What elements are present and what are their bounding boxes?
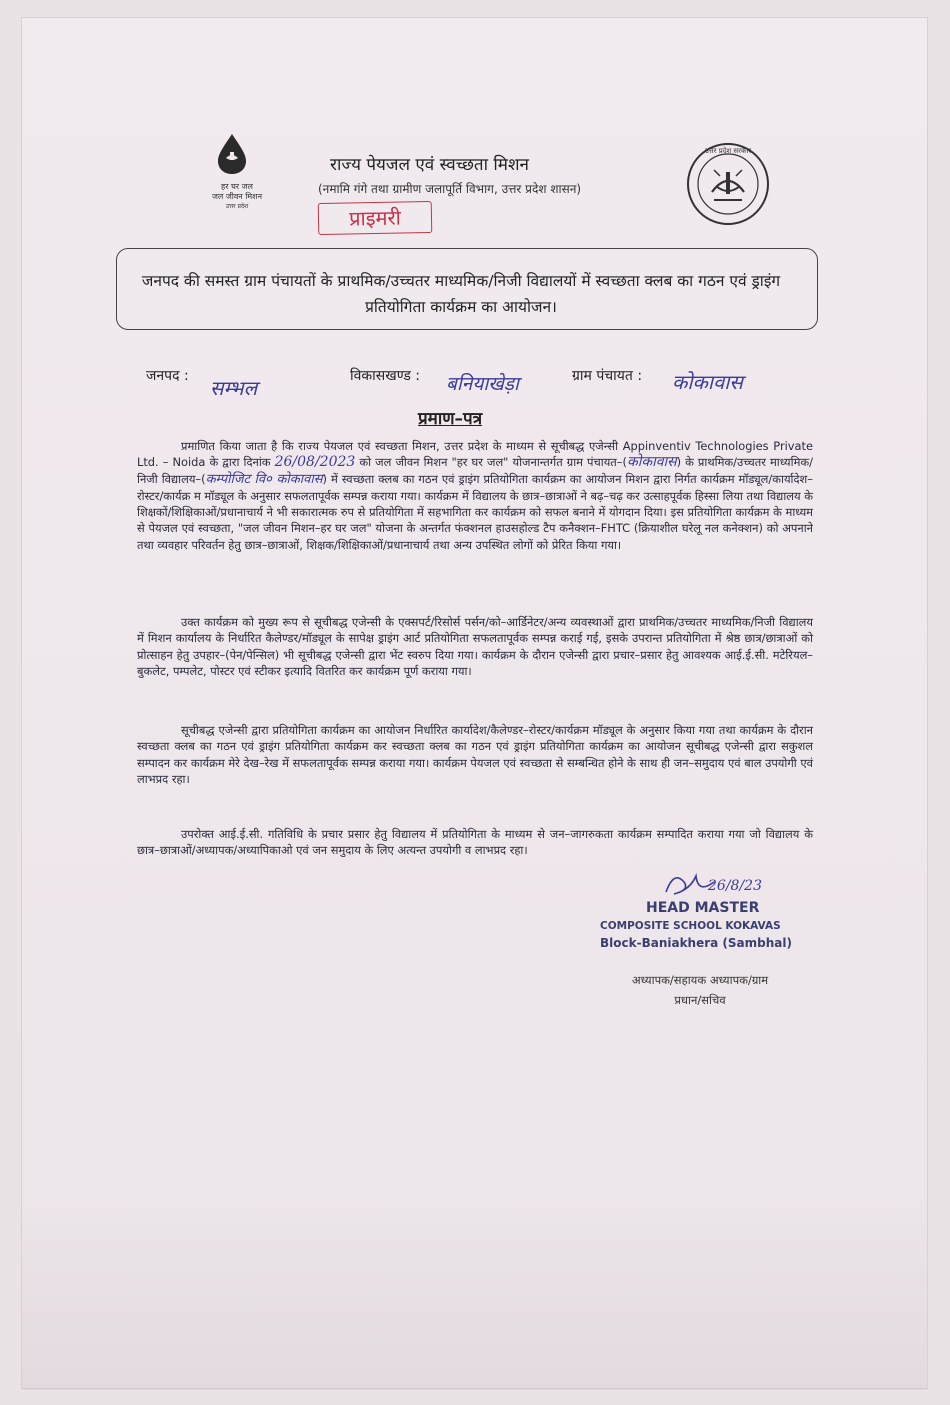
paragraph-1 [137, 438, 813, 553]
p1-date: 26/08/2023 [274, 454, 356, 471]
paragraph-3: सूचीबद्ध एजेन्सी द्वारा प्रतियोगिता कार्यक्रम का आयोजन निर्धारित कार्यादेश/कैलेण्डर–रोस्टर/कार्यक्रम मॉड्यूल के अनुसार किया गया तथा कार्यक्रम के दौरान स्वच्छता क्लब का गठन एवं ड्राइंग प्रतियोगिता कार्यक्रम कर स्वच्छता क्लब का गठन एवं ड्राइंग प्रतियोगिता कार्यक्रम का आयोजन सूचीबद्ध एजेन्सी द्वारा सकुशल सम्पादन कर कार्यक्रम मेरे देख–रेख में सफलतापूर्वक सम्पन्न कराया गया। कार्यक्रम पेयजल एवं स्वच्छता से सम्बन्धित होने के साथ ही जन–समुदाय एवं बाल उपयोगी एवं लाभप्रद रहा। [137, 723, 813, 786]
panchayat-value: कोकावास [672, 370, 743, 394]
district-value: सम्भल [210, 376, 258, 400]
stamp-block-name: Block-Baniakhera (Sambhal) [600, 936, 792, 950]
roles-line-1: अध्यापक/सहायक अध्यापक/ग्राम [631, 973, 769, 987]
roles-line-2: प्रधान/सचिव [674, 993, 726, 1007]
p1-school: कम्पोजिट वि० कोकावास [205, 471, 323, 487]
p1-text-b: को जल जीवन मिशन "हर घर जल" योजनान्तर्गत ग्राम पंचायत–( [359, 455, 627, 470]
block-value: बनियाखेड़ा [446, 373, 519, 395]
signatory-roles [600, 970, 800, 1010]
p1-text-a: प्रमाणित किया जाता है कि राज्य पेयजल एवं स्वच्छता मिशन, उत्तर प्रदेश के माध्यम से सूचीबद्ध एजेन्सी Appinventiv Technologies Private Ltd. – Noida के द्वारा दिनांक [137, 439, 813, 470]
mission-subtitle: (नमामि गंगे तथा ग्रामीण जलापूर्ति विभाग, उत्तर प्रदेश शासन) [318, 182, 582, 196]
emblem-text: उत्तर प्रदेश सरकार [704, 147, 752, 155]
paper-shadow [22, 1200, 927, 1390]
paragraph-2: उक्त कार्यक्रम को मुख्य रूप से सूचीबद्ध एजेन्सी के एक्सपर्ट/रिसोर्स पर्सन/को–आर्डिनेटर/अन्य व्यवस्थाओं द्वारा प्राथमिक/उच्चतर माध्यमिक/निजी विद्यालय में मिशन कार्यालय के निर्धारित कैलेण्डर/मॉड्यूल के सापेक्ष ड्राइंग आर्ट प्रतियोगिता सफलतापूर्वक सम्पन्न कराई गई, इसके उपरान्त प्रतियोगिता में श्रेष्ठ छात्र/छात्राओं को प्रोत्साहन हेतु उपहार–(पेन/पेन्सिल) भी सूचीबद्ध एजेन्सी द्वारा भेंट स्वरुप दिया गया। कार्यक्रम के दौरान एजेन्सी द्वारा प्रचार–प्रसार हेतु आवश्यक आई.ई.सी. मटेरियल–बुकलेट, पम्पलेट, पोस्टर एवं स्टीकर इत्यादि वितरित कर कार्यक्रम पूर्ण कराया गया। [137, 615, 813, 678]
certificate-title: प्रमाण–पत्र [418, 409, 483, 429]
logo-caption-line1: हर घर जल [221, 182, 253, 191]
logo-caption-line2: जल जीवन मिशन [211, 192, 263, 201]
logo-caption-line3: उत्तर प्रदेश [225, 203, 249, 210]
panchayat-label: ग्राम पंचायत : [572, 368, 643, 384]
stamp-school-name: COMPOSITE SCHOOL KOKAVAS [600, 920, 781, 932]
document-page [22, 18, 927, 1388]
block-label: विकासखण्ड : [350, 368, 421, 384]
boxed-heading: जनपद की समस्त ग्राम पंचायतों के प्राथमिक/उच्चतर माध्यमिक/निजी विद्यालयों में स्वच्छता क्लब का गठन एवं ड्राइंग प्रतियोगिता कार्यक्रम का आयोजन। [141, 272, 781, 316]
up-government-emblem-icon [686, 142, 770, 226]
district-label: जनपद : [146, 368, 189, 384]
stamp-head-master: HEAD MASTER [646, 900, 760, 916]
school-rubber-stamp [600, 900, 810, 950]
paragraph-4: उपरोक्त आई.ई.सी. गतिविधि के प्रचार प्रसार हेतु विद्यालय में प्रतियोगिता के माध्यम से जन–जागरुकता कार्यक्रम सम्पादित कराया गया जो विद्यालय के छात्र–छात्राओं/अध्यापक/अध्यापिकाओ एवं जन समुदाय के लिए अत्यन्त उपयोगी व लाभप्रद रहा। [137, 827, 813, 858]
handwritten-primary-stamp: प्राइमरी [318, 201, 433, 235]
signature-date: 26/8/23 [708, 878, 762, 894]
mission-title: राज्य पेयजल एवं स्वच्छता मिशन [330, 155, 529, 175]
p1-text-c: ) के प्राथमिक/उच्चतर माध्यमिक/निजी विद्यालय–( [137, 455, 813, 486]
har-ghar-jal-logo [192, 132, 282, 212]
water-drop-icon [214, 132, 250, 176]
p1-text-d: ) में स्वच्छता क्लब का गठन एवं ड्राइंग प्रतियोगिता कार्यक्रम का आयोजन मिशन द्वारा निर्गत कार्यक्रम मॉड्यूल/कार्यादेश–रोस्टर/कार्यक्र म मॉड्यूल के अनुसार सफलतापूर्वक सम्पन्न कराया गया। कार्यक्रम में विद्यालय के छात्र–छात्राओं ने बढ़–चढ़ कर उत्साहपूर्वक हिस्सा लिया तथा विद्यालय के शिक्षकों/शिक्षिकाओं/प्रधानाचार्य ने भी सकारात्मक रुप से प्रतियोगिता में सहभागिता कर कार्यक्रम को सफल बनाने में योगदान दिया। इस प्रतियोगिता कार्यक्रम के माध्यम से पेयजल एवं स्वच्छता, "जल जीवन मिशन–हर घर जल" योजना के अन्तर्गत फंक्शनल हाउसहोल्ड टैप कनैक्शन–FHTC (क्रियाशील घरेलू नल कनेक्शन) को अपनाने तथा व्यवहार परिवर्तन हेतु छात्र–छात्राओं, शिक्षक/शिक्षिकाओं/प्रधानाचार्य तथा अन्य उपस्थित लोगों को प्रेरित किया गया। [137, 471, 813, 552]
p1-village: कोकावास [626, 454, 677, 471]
